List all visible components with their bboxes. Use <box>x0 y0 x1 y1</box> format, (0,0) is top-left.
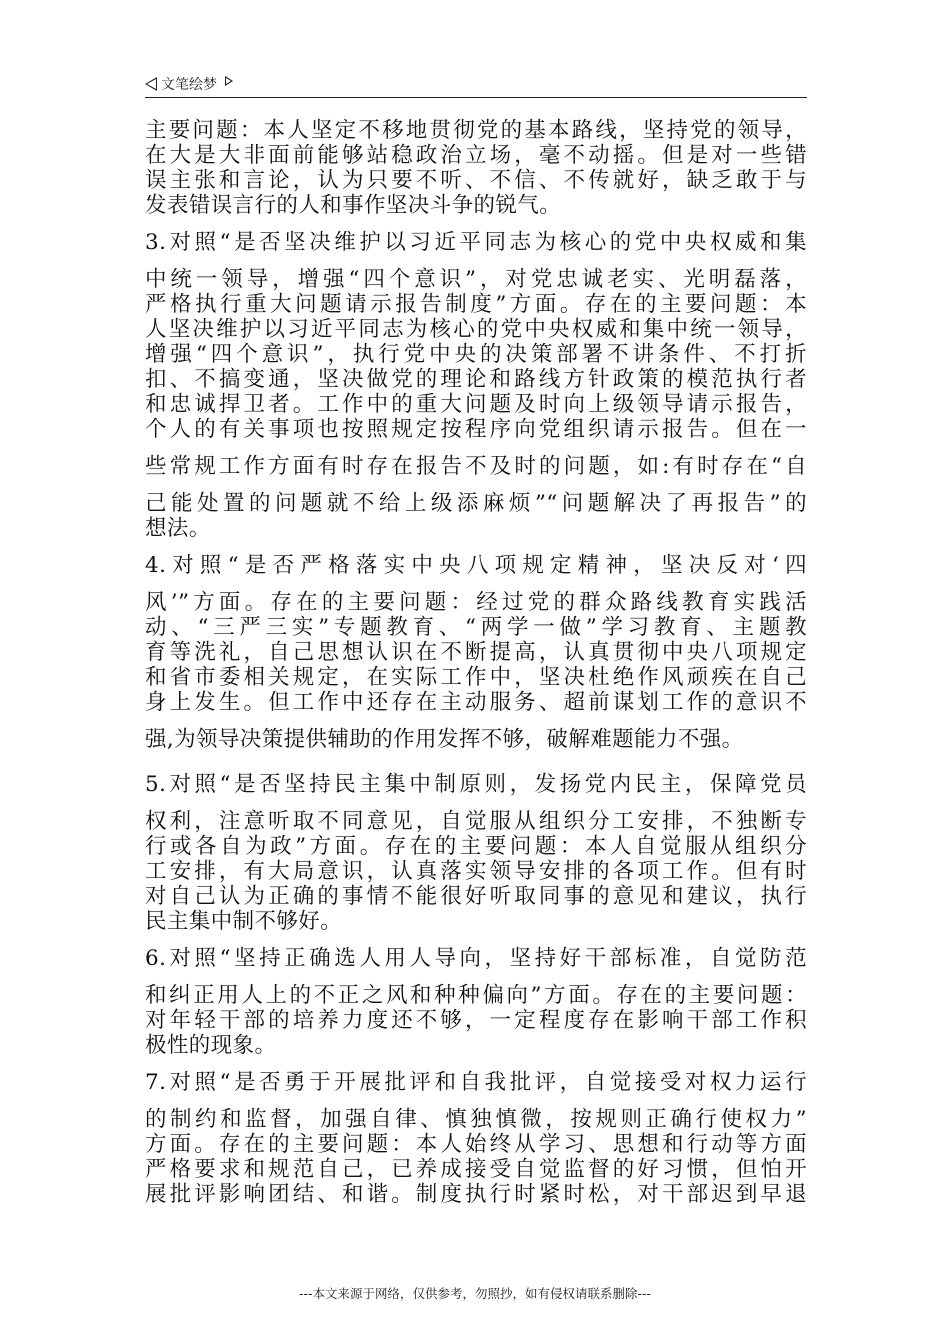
text-line: 误主张和言论，认为只要不听、不信、不传就好，缺乏敢于与 <box>145 168 807 193</box>
text-line: 的制约和监督，加强自律、慎独慎微，按规则正确行使权力” <box>145 1107 807 1132</box>
text-line: 增强“四个意识”，执行党中央的决策部署不讲条件、不打折 <box>145 342 807 367</box>
text-line: 严格要求和规范自己，已养成接受自觉监督的好习惯，但怕开 <box>145 1157 807 1182</box>
section-heading-line: 5.对照“是否坚持民主集中制原则，发扬党内民主，保障党员 <box>145 772 807 797</box>
triangle-right-icon <box>225 76 233 86</box>
section-heading-line: 3.对照“是否坚决维护以习近平同志为核心的党中央权威和集 <box>145 230 807 255</box>
text-line: 和省市委相关规定，在实际工作中，坚决杜绝作风顽疾在自己 <box>145 665 807 690</box>
text-line: 人坚决维护以习近平同志为核心的党中央权威和集中统一领导， <box>145 317 807 342</box>
text-line: 主要问题：本人坚定不移地贯彻党的基本路线，坚持党的领导， <box>145 118 807 143</box>
section-heading-line: 4.对照“是否严格落实中央八项规定精神，坚决反对‘四 <box>145 553 807 578</box>
section-heading-line: 6.对照“坚持正确选人用人导向，坚持好干部标准，自觉防范 <box>145 946 807 971</box>
section-heading-line: 7.对照“是否勇于开展批评和自我批评，自觉接受对权力运行 <box>145 1070 807 1095</box>
text-line: 对年轻干部的培养力度还不够，一定程度存在影响干部工作积 <box>145 1008 807 1033</box>
text-line: 己能处置的问题就不给上级添麻烦”“问题解决了再报告”的 <box>145 491 807 516</box>
text-line: 民主集中制不够好。 <box>145 909 343 934</box>
text-line: 中统一领导，增强“四个意识”，对党忠诚老实、光明磊落， <box>145 267 807 292</box>
text-line: 权利，注意听取不同意见，自觉服从组织分工安排，不独断专 <box>145 809 807 834</box>
text-line: 方面。存在的主要问题：本人始终从学习、思想和行动等方面 <box>145 1132 807 1157</box>
text-line: 严格执行重大问题请示报告制度”方面。存在的主要问题：本 <box>145 292 807 317</box>
text-line: 行或各自为政”方面。存在的主要问题：本人自觉服从组织分 <box>145 834 807 859</box>
text-line: 和纠正用人上的不正之风和种种偏向”方面。存在的主要问题： <box>145 983 807 1008</box>
text-line: 强,为领导决策提供辅助的作用发挥不够，破解难题能力不强。 <box>145 727 744 752</box>
text-line: 扣、不搞变通，坚决做党的理论和路线方针政策的模范执行者 <box>145 367 807 392</box>
text-line: 动、“三严三实”专题教育、“两学一做”学习教育、主题教 <box>145 615 807 640</box>
page-header <box>145 70 807 98</box>
text-line: 极性的现象。 <box>145 1033 277 1058</box>
text-line: 对自己认为正确的事情不能很好听取同事的意见和建议，执行 <box>145 884 807 909</box>
text-line: 个人的有关事项也按照规定按程序向党组织请示报告。但在一 <box>145 417 807 442</box>
text-line: 和忠诚捍卫者。工作中的重大问题及时向上级领导请示报告， <box>145 392 807 417</box>
text-line: 展批评影响团结、和谐。制度执行时紧时松，对干部迟到早退 <box>145 1182 807 1207</box>
document-body <box>145 118 807 1207</box>
text-line: 工安排，有大局意识，认真落实领导安排的各项工作。但有时 <box>145 859 807 884</box>
text-line: 育等洗礼，自己思想认识在不断提高，认真贯彻中央八项规定 <box>145 640 807 665</box>
text-line: 些常规工作方面有时存在报告不及时的问题，如:有时存在“自 <box>145 454 807 479</box>
text-line: 风’”方面。存在的主要问题：经过党的群众路线教育实践活 <box>145 590 807 615</box>
header-brand: 文笔绘梦 <box>161 76 217 93</box>
text-line: 在大是大非面前能够站稳政治立场，毫不动摇。但是对一些错 <box>145 143 807 168</box>
page-footer-notice: ---本文来源于网络，仅供参考，勿照抄，如有侵权请联系删除--- <box>298 1286 652 1301</box>
text-line: 想法。 <box>145 516 211 541</box>
triangle-left-icon <box>145 77 157 91</box>
text-line: 身上发生。但工作中还存在主动服务、超前谋划工作的意识不 <box>145 690 807 715</box>
text-line: 发表错误言行的人和事作坚决斗争的锐气。 <box>145 193 562 218</box>
